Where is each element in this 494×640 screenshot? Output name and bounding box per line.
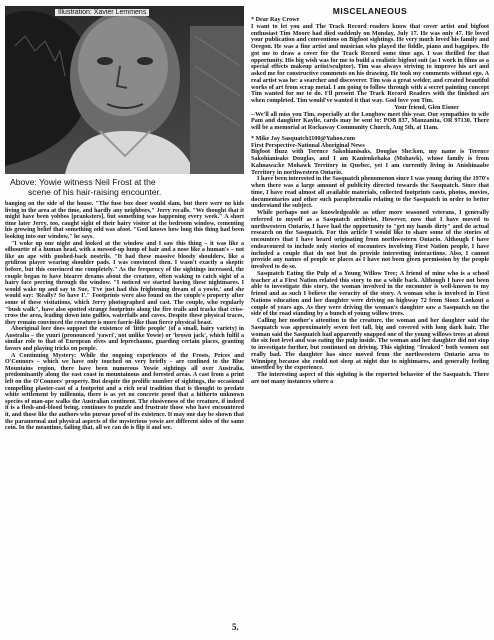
page-number: 5. — [232, 622, 239, 632]
paragraph: Aboriginal lore does support the existence of 'little people' (of a small, hairy variety) in Australia – the yuuri (pronounced 'yawri', not unlike Yowie) or 'brown jack', which fulfil a similar role to that of European elves and leprechauns, guarding certain places, granting favors and playing tricks on people. — [5, 326, 244, 353]
paragraph: Calling her mother's attention to the creature, the woman and her daughter said the Sasquatch was approximately seven feet tall, big and covered with long dark hair. The woman said the Sasquatch had apparently snapped one of the young willows trees at about the six foot level and was eating the pulp inside. The woman and her daughter did not stop to investigate further, but continued on driving. This sighting "freaked" both women out really bad. The daughter has since moved from the northwestern Ontario area to Winnipeg because she could not sleep at night due to nightmares, and generally feeling unsettled by the experience. — [251, 318, 489, 372]
illustration — [5, 6, 244, 174]
paragraph: Sasquatch Eating the Pulp of a Young Willow Tree; A friend of mine who is a school teacher at a First Nation related this story to me a while back. Although I have not been able to investigate this story, the woman involved in the encounter is well-known to my friend and as such I believe the veracity of the story. A woman who is involved in First Nations education and her daughter were driving on highway 72 from Sioux Lookout a couple of years ago. As they were driving the woman's daughter saw a Sasquatch on the side of the road standing by a bunch of young willow trees. — [251, 270, 489, 318]
letter-salutation: * Dear Ray Crowe — [251, 17, 300, 23]
letter-header: First Perspective-National Aboriginal News — [251, 142, 365, 149]
letter-header: * Mike Jay Sasquatch1100@Yahoo.com — [251, 135, 355, 142]
paragraph: The interesting aspect of this sighting is the reported behavior of the Sasquatch. There are not many instances where a — [251, 372, 489, 385]
left-article-text — [5, 201, 244, 432]
left-column — [5, 6, 244, 432]
paragraph: Bigfoot Buzz with Terence Sakohianisaks, Douglas She:kon, my name is Terence Sakohianisaks Douglas, and I am Kanienkehaka (Mohawk), whose family is from Kahnawa:ke Mohawk Territory in Quebec, yet I am currently living in Anishinaabe Territory in northwestern Ontario. — [251, 149, 489, 176]
paragraph: A Continuing Mystery: While the ongoing experiences of the Frosts, Prices and O'Connors – which we have only touched on very briefly – are confined to the Blue Mountains region, there have been numerous Yowie sightings all over Australia, predominantly along the east coast in mountainous and forested areas. A cast from a print left on the O'Connors' property. But despite the prolific number of sightings, the occasional compelling plaster-cast of a footprint and a rich oral tradition that is thought to predate white settlement by millennia, there is as yet no concrete proof that a hitherto unknown species of man-ape walks the Australian continent. The elusiveness of the creature, if indeed it is a flesh-and-blood being, continues to puzzle and frustrate those who have encountered it, and those like the authors who pursue proof of its existence. It may one day be shown that the paranormal and physical aspects of the mysterious yowie are different sides of the same coin. In the meantime, failing that, all we can do is flip it and see. — [5, 352, 244, 432]
right-column — [251, 6, 489, 386]
letter-signoff: Your friend, Glen Eisner — [394, 104, 459, 111]
paragraph: banging on the side of the house. "The fuse box door would slam, but there were no kids living in the area at the time, and hardly any neighbors," Jerry recalls. "We thought that it might have been yobbos [pranksters], but something was happening every week." A short time later Jerry, too, caught sight of their hairy visitor at the bedroom window, cementing his growing belief that something odd was afoot. "God knows how long this thing had been looking into our window," he says. — [5, 201, 244, 240]
paragraph: While perhaps not as knowledgeable as other more seasoned veterans, I generally referred to myself as a Sasquatch archivist. However, now that I have moved to northwestern Ontario, I have had the opportunity to "get my hands dirty" and do actual research on the Sasquatch. For this article I would like to share some of the stories of encounters that I have heard originating from northwestern Ontario. Although I have endeavoured to include only stories of encounters involving First Nation people, I have included a couple that do not but do provide interesting interactions. Also, I cannot provide any names of people or places as I have not been given permission by the people involved to do so. — [251, 210, 489, 270]
editor-reply: --We'll all miss you Tim, especially at the Longbow meet this year. Our sympathies to wife Pam and daughter Kaylie, cards may be sent to: POB 837, Manzanita, OR 97130. There will be a memorial at Rockaway Community Church, Aug 5th, at 11am. — [251, 111, 489, 131]
caption-line-1: Above: Yowie witness Neil Frost at the — [10, 177, 156, 187]
paragraph: I have been interested in the Sasquatch phenomenon since I was young during the 1970's when there was a large amount of publicity directed towards the Sasquatch. Since that time, I have read almost all available materials, collected footprints casts, photos, movies, documentaries and other such paraphernalia relating to the Sasquatch in order to better understand the subject. — [251, 176, 489, 210]
caption-line-2: scene of his hair-raising encounter. — [28, 187, 162, 197]
paragraph: "I woke up one night and looked at the window and I saw this thing – it was like a silhouette of a human head, with a messed-up lump of hair and a nose like a human's – not like an ape with pushed-back nostrils. "It had these massive bloody shoulders, like a gridiron player wearing shoulder pads. I was convinced then. I wasn't exactly a skeptic before, but this convinced me completely." As the frequency of the sightings increased, the couple began to have bizarre dreams about the creature, often waking to catch sight of a hairy face peering through the window. "I noticed we started having these nightmares. I would wake up and say to Sue, 'I've just had this frightening dream of a yowie,' and she would say: 'Really? So have I'." Footprints were also found on the couple's property after some of these visitations, which Jerry photographed and cast. The couple, who regularly "bush walk", have also spotted strange footprints along the fire trails and tracks that criss-cross the area, leading down into gullies, waterfalls and caves. Despite these physical traces, they remain convinced the creature is more faerie-like than fierce physical beast. — [5, 240, 244, 326]
letter-body: I want to let you and The Track Record readers know that cover artist and bigfoot enthusiast Tim Moore had died suddenly on Monday, July 17. He was only 47. He loved your publication and conventions on Bigfoot sightings. He very much loved his family and Oregon. He was a fine artist and musician who played the fiddle, piano and bagpipes. He got me to draw a cover for the Track Record some time ago. I was thrilled for that opportunity. His big wish was for me to build a realistic bigfoot suit (as I work in films as a special effects makeup artist/sculptor). Tim was always striving to improve his art and asked me for constructive comments on his drawing. He took my comments without ego. A real artist was he: a searcher and discoverer. Tim was a great welder, and created beautiful works of art from scrap metal. I am going to follow through with a secret painting concept Tim wanted for me to do. I'll present The Track Record Readers with the finished art when completed. Tim would've wanted it that way. God love you Tim. — [251, 23, 489, 104]
image-caption — [10, 177, 244, 197]
illustration-drawing — [5, 6, 244, 174]
illustration-credit: Illustration: Xavier Lemmens — [55, 9, 149, 16]
section-title: MISCELANEOUS — [332, 6, 408, 16]
right-article-text — [251, 17, 489, 386]
